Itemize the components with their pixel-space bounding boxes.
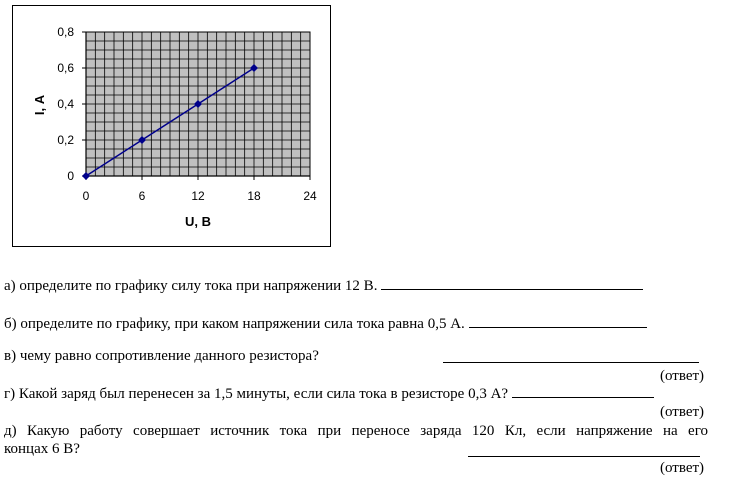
question-e-line2: концах 6 В?	[4, 441, 80, 457]
x-tick-label: 18	[247, 189, 261, 203]
x-tick-label: 12	[191, 189, 205, 203]
y-tick-label: 0,6	[57, 61, 74, 75]
current-voltage-chart	[13, 6, 332, 248]
question-e-line1: д) Какую работу совершает источник тока при переносе заряда 120 Кл, если напряжение на его	[4, 423, 708, 439]
answer-blank-d[interactable]	[512, 384, 654, 398]
y-tick-label: 0,4	[57, 97, 74, 111]
y-tick-label: 0,2	[57, 133, 74, 147]
question-c-text: в) чему равно сопротивление данного резистора?	[4, 348, 319, 364]
chart-frame	[12, 5, 331, 247]
answer-blank-a[interactable]	[381, 276, 643, 290]
y-tick-label: 0,8	[57, 25, 74, 39]
y-axis-label: I, А	[32, 94, 47, 116]
question-d-text: г) Какой заряд был перенесен за 1,5 минуты, если сила тока в резисторе 0,3 А?	[4, 386, 509, 402]
question-c	[4, 347, 319, 365]
answer-blank-b[interactable]	[469, 314, 647, 328]
answer-label-c: (ответ)	[660, 368, 705, 384]
question-a-text: а) определите по графику силу тока при напряжении 12 В.	[4, 278, 378, 294]
question-e	[4, 422, 708, 458]
answer-blank-e[interactable]	[468, 456, 700, 457]
x-tick-label: 0	[82, 189, 90, 203]
answer-blank-c[interactable]	[443, 362, 699, 363]
y-tick-label: 0	[67, 169, 74, 183]
question-d	[4, 384, 654, 403]
question-a	[4, 276, 643, 295]
x-axis-label: U, В	[185, 214, 211, 229]
x-tick-label: 24	[303, 189, 317, 203]
answer-label-e: (ответ)	[660, 460, 705, 476]
answer-label-d: (ответ)	[660, 404, 705, 420]
question-b-text: б) определите по графику, при каком напряжении сила тока равна 0,5 А.	[4, 316, 465, 332]
question-b	[4, 314, 647, 333]
x-tick-label: 6	[138, 189, 146, 203]
